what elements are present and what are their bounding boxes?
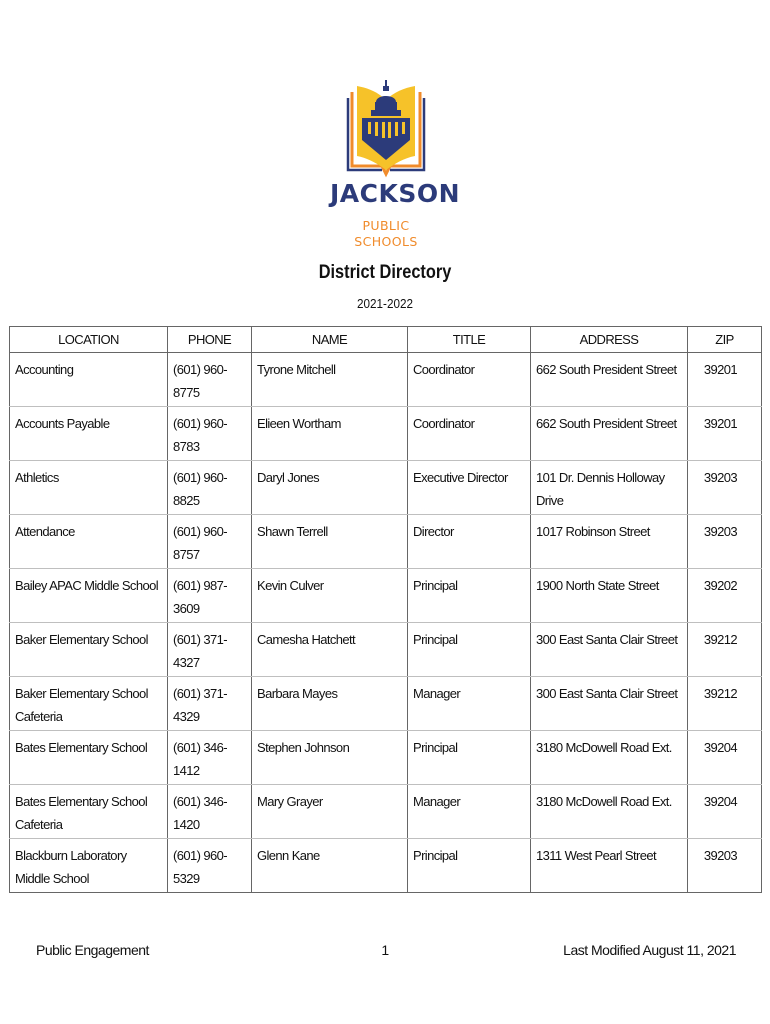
cell-location: Attendance xyxy=(10,515,168,569)
cell-address: 3180 McDowell Road Ext. xyxy=(531,785,688,839)
table-row xyxy=(10,461,762,515)
cell-zip: 39204 xyxy=(688,785,762,839)
header-title: TITLE xyxy=(408,327,531,353)
cell-zip: 39203 xyxy=(688,515,762,569)
cell-zip: 39202 xyxy=(688,569,762,623)
cell-location: Accounting xyxy=(10,353,168,407)
cell-title: Principal xyxy=(408,731,531,785)
cell-title: Executive Director xyxy=(408,461,531,515)
cell-address: 1017 Robinson Street xyxy=(531,515,688,569)
table-row xyxy=(10,353,762,407)
table-row xyxy=(10,731,762,785)
cell-phone: (601) 960-8825 xyxy=(168,461,252,515)
cell-location: Baker Elementary School xyxy=(10,623,168,677)
cell-location: Baker Elementary School Cafeteria xyxy=(10,677,168,731)
cell-phone: (601) 960-8757 xyxy=(168,515,252,569)
cell-name: Barbara Mayes xyxy=(252,677,408,731)
header-address: ADDRESS xyxy=(531,327,688,353)
cell-location: Bailey APAC Middle School xyxy=(10,569,168,623)
cell-zip: 39203 xyxy=(688,839,762,893)
cell-phone: (601) 371-4329 xyxy=(168,677,252,731)
header-phone: PHONE xyxy=(168,327,252,353)
cell-title: Principal xyxy=(408,569,531,623)
cell-name: Mary Grayer xyxy=(252,785,408,839)
table-row xyxy=(10,515,762,569)
logo-public-schools-text: PUBLIC SCHOOLS xyxy=(354,218,418,249)
table-row xyxy=(10,407,762,461)
cell-zip: 39212 xyxy=(688,623,762,677)
cell-title: Manager xyxy=(408,785,531,839)
cell-address: 662 South President Street xyxy=(531,353,688,407)
cell-phone: (601) 960-8783 xyxy=(168,407,252,461)
cell-zip: 39201 xyxy=(688,407,762,461)
cell-title: Coordinator xyxy=(408,407,531,461)
table-row xyxy=(10,677,762,731)
cell-location: Blackburn Laboratory Middle School xyxy=(10,839,168,893)
table-row xyxy=(10,569,762,623)
cell-name: Stephen Johnson xyxy=(252,731,408,785)
cell-name: Daryl Jones xyxy=(252,461,408,515)
cell-title: Principal xyxy=(408,839,531,893)
cell-location: Bates Elementary School Cafeteria xyxy=(10,785,168,839)
cell-name: Elieen Wortham xyxy=(252,407,408,461)
cell-zip: 39212 xyxy=(688,677,762,731)
cell-zip: 39204 xyxy=(688,731,762,785)
cell-address: 1900 North State Street xyxy=(531,569,688,623)
logo-jackson-text: JACKSON xyxy=(330,179,461,208)
footer-last-modified: Last Modified August 11, 2021 xyxy=(563,942,736,958)
cell-name: Shawn Terrell xyxy=(252,515,408,569)
jackson-public-schools-logo xyxy=(330,78,461,249)
cell-phone: (601) 346-1420 xyxy=(168,785,252,839)
cell-phone: (601) 987-3609 xyxy=(168,569,252,623)
capitol-book-icon xyxy=(330,78,442,178)
cell-phone: (601) 960-8775 xyxy=(168,353,252,407)
table-row xyxy=(10,785,762,839)
cell-title: Coordinator xyxy=(408,353,531,407)
cell-address: 300 East Santa Clair Street xyxy=(531,623,688,677)
cell-title: Manager xyxy=(408,677,531,731)
cell-zip: 39203 xyxy=(688,461,762,515)
cell-location: Bates Elementary School xyxy=(10,731,168,785)
cell-address: 3180 McDowell Road Ext. xyxy=(531,731,688,785)
cell-title: Principal xyxy=(408,623,531,677)
cell-address: 1311 West Pearl Street xyxy=(531,839,688,893)
header-zip: ZIP xyxy=(688,327,762,353)
cell-zip: 39201 xyxy=(688,353,762,407)
cell-name: Tyrone Mitchell xyxy=(252,353,408,407)
cell-name: Glenn Kane xyxy=(252,839,408,893)
cell-address: 300 East Santa Clair Street xyxy=(531,677,688,731)
cell-address: 662 South President Street xyxy=(531,407,688,461)
cell-phone: (601) 960-5329 xyxy=(168,839,252,893)
directory-table xyxy=(9,326,762,893)
document-title: District Directory xyxy=(318,262,452,283)
cell-phone: (601) 346-1412 xyxy=(168,731,252,785)
cell-title: Director xyxy=(408,515,531,569)
header-location: LOCATION xyxy=(10,327,168,353)
cell-address: 101 Dr. Dennis Holloway Drive xyxy=(531,461,688,515)
table-row xyxy=(10,623,762,677)
cell-name: Camesha Hatchett xyxy=(252,623,408,677)
footer-page-number: 1 xyxy=(381,942,389,958)
header-name: NAME xyxy=(252,327,408,353)
cell-name: Kevin Culver xyxy=(252,569,408,623)
footer-department: Public Engagement xyxy=(36,942,149,958)
document-year: 2021-2022 xyxy=(357,296,413,311)
cell-phone: (601) 371-4327 xyxy=(168,623,252,677)
table-header-row xyxy=(10,327,762,353)
cell-location: Athletics xyxy=(10,461,168,515)
cell-location: Accounts Payable xyxy=(10,407,168,461)
table-row xyxy=(10,839,762,893)
